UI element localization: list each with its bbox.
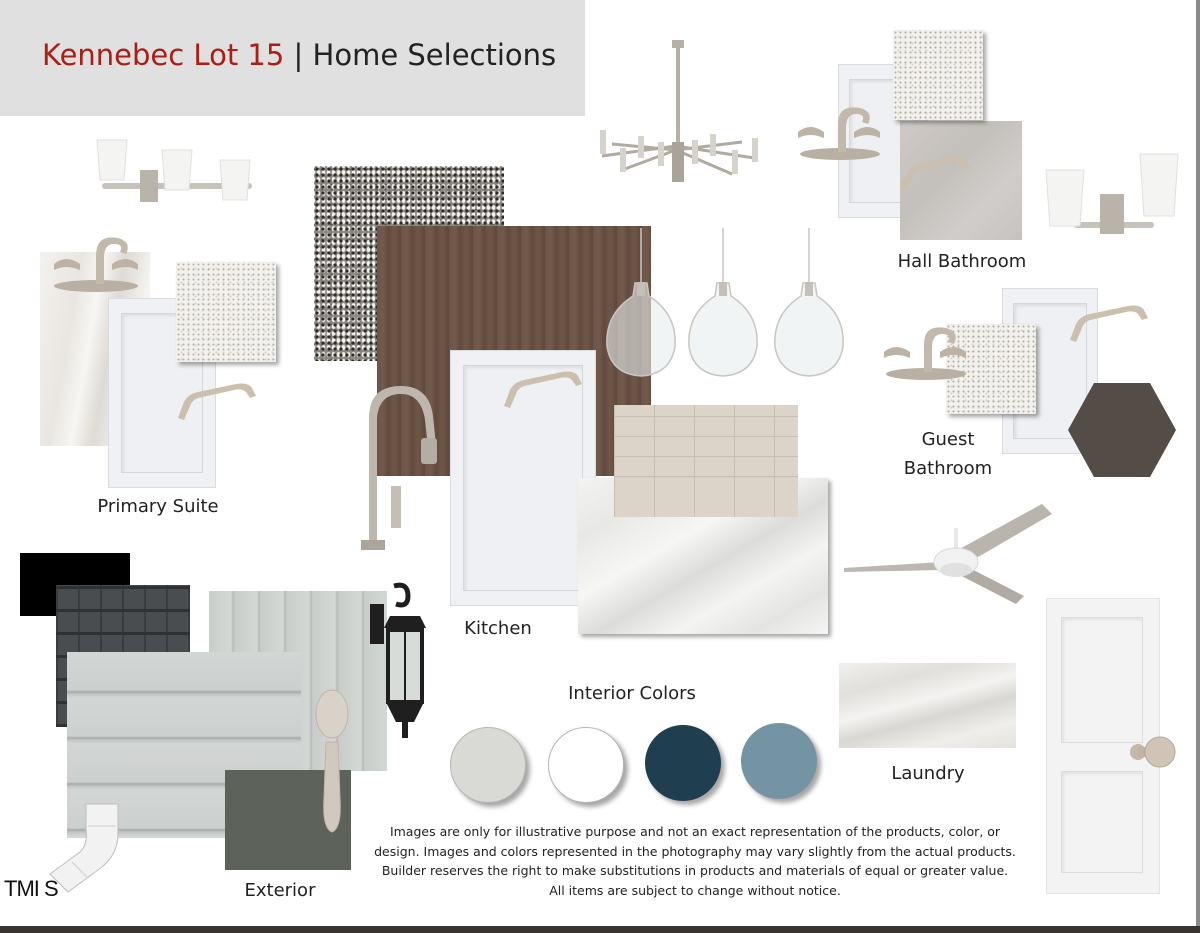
primary-cabinet-pull [174,378,260,424]
interior-color-swatch-4 [741,723,817,799]
label-kitchen: Kitchen [464,618,532,639]
ceiling-fan [842,500,1054,604]
primary-quartz-swatch [176,262,276,362]
label-primary-suite: Primary Suite [97,496,219,517]
builder-logo: TMI S [4,876,58,901]
title-separator: | [284,38,313,72]
label-guest-line1: Guest [921,429,975,450]
disclaimer [370,822,1020,900]
label-hall-bathroom: Hall Bathroom [897,251,1027,272]
vanity-light-3-primary [92,135,262,215]
kitchen-backsplash-tile-overlap [614,478,798,517]
guest-hex-tile-swatch [1066,381,1178,479]
label-exterior: Exterior [244,880,316,901]
disclaimer-line-1: Images are only for illustrative purpose and not an exact representation of the products, color, or [389,824,1001,839]
hall-vanity-light [1044,152,1184,248]
interior-color-swatch-1 [450,727,526,803]
laundry-floor-swatch [839,663,1016,748]
page-bottom-bar [0,926,1200,933]
exterior-door-handle [312,688,352,836]
interior-color-swatch-2 [548,727,624,803]
hall-quartz-swatch [893,30,983,120]
kitchen-pendant-lights [603,228,851,386]
disclaimer-line-3: Builder reserves the right to make substitutions in products and materials of equal or greater value. [381,863,1009,878]
project-name: Kennebec Lot 15 [42,38,285,72]
label-interior-colors: Interior Colors [568,683,696,704]
kitchen-cabinet-pull [500,366,590,412]
door-upper-panel [1061,617,1143,743]
disclaimer-line-4: All items are subject to change without notice. [549,882,841,898]
exterior-lantern [364,582,434,742]
title-subtitle: Home Selections [312,38,557,72]
page-right-border [1196,0,1200,926]
door-knob [1130,732,1176,772]
disclaimer-line-2: design. Images and colors represented in the photography may vary slightly from the actual products. [374,843,1016,859]
guest-cabinet-pull [1066,300,1152,346]
hall-faucet [794,94,886,162]
door-lower-panel [1061,771,1143,873]
guest-faucet [880,314,972,382]
primary-faucet [46,224,144,294]
label-guest-line2: Bathroom [903,458,993,479]
interior-color-swatch-3 [645,725,721,801]
hall-cabinet-pull [896,150,974,194]
page-title [42,38,556,72]
kitchen-faucet [355,378,445,553]
label-laundry: Laundry [891,763,965,784]
kitchen-chandelier [592,38,772,188]
